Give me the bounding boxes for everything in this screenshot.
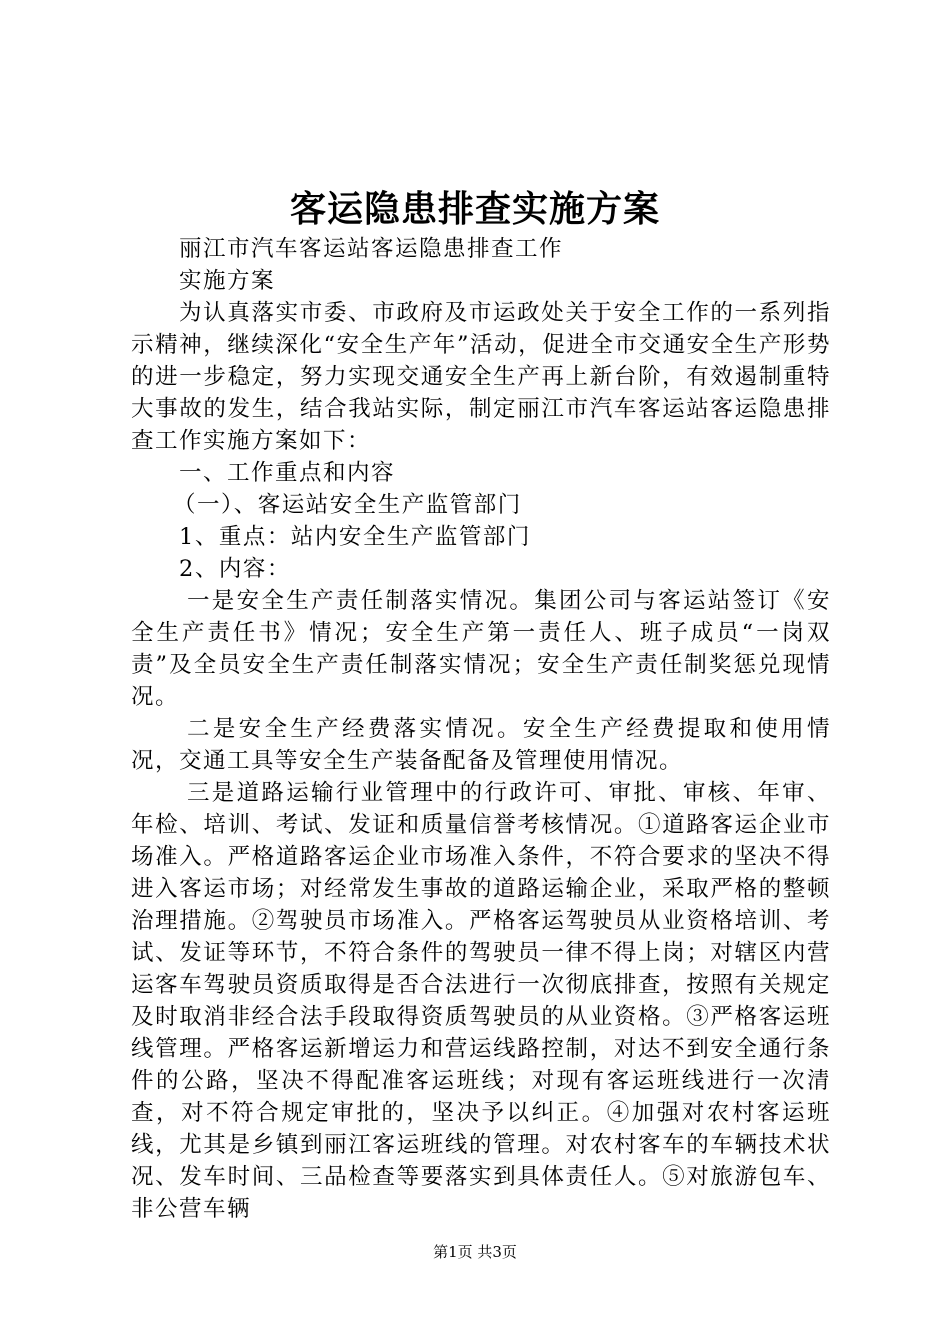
- page-footer: 第1页 共3页: [433, 1243, 517, 1261]
- intro-paragraph: 为认真落实市委、市政府及市运政处关于安全工作的一系列指示精神，继续深化“安全生产年”活动，促进全市交通安全生产形势的进一步稳定，努力实现交通安全生产再上新台阶，有效遏制重特大事故的发生，结合我站实际，制定丽江市汽车客运站客运隐患排查工作实施方案如下：: [131, 300, 831, 454]
- focus-item: 1、重点：站内安全生产监管部门: [179, 524, 531, 550]
- paragraph-funding: 二是安全生产经费落实情况。安全生产经费提取和使用情况，交通工具等安全生产装备配备及管理使用情况。: [131, 716, 831, 774]
- subsection-heading: （一）、客运站安全生产监管部门: [173, 492, 522, 518]
- section-heading: 一、工作重点和内容: [179, 460, 396, 486]
- subtitle-line-2: 实施方案: [179, 268, 276, 294]
- document-body: [131, 233, 831, 1225]
- content-item: 2、内容：: [179, 556, 291, 582]
- document-title: 客运隐患排查实施方案: [289, 188, 660, 230]
- paragraph-licensing: 三是道路运输行业管理中的行政许可、审批、审核、年审、年检、培训、考试、发证和质量信誉考核情况。①道路客运企业市场准入。严格道路客运企业市场准入条件，不符合要求的坚决不得进入客运市场；对经常发生事故的道路运输企业，采取严格的整顿治理措施。②驾驶员市场准入。严格客运驾驶员从业资格培训、考试、发证等环节，不符合条件的驾驶员一律不得上岗；对辖区内营运客车驾驶员资质取得是否合法进行一次彻底排查，按照有关规定及时取消非经合法手段取得资质驾驶员的从业资格。③严格客运班线管理。严格客运新增运力和营运线路控制，对达不到安全通行条件的公路，坚决不得配准客运班线；对现有客运班线进行一次清查，对不符合规定审批的，坚决予以纠正。④加强对农村客运班线，尤其是乡镇到丽江客运班线的管理。对农村客车的车辆技术状况、发车时间、三品检查等要落实到具体责任人。⑤对旅游包车、非公营车辆: [131, 780, 831, 1222]
- paragraph-responsibility: 一是安全生产责任制落实情况。集团公司与客运站签订《安全生产责任书》情况；安全生产第一责任人、班子成员“一岗双责”及全员安全生产责任制落实情况；安全生产责任制奖惩兑现情况。: [131, 588, 831, 710]
- subtitle-line-1: 丽江市汽车客运站客运隐患排查工作: [179, 236, 564, 262]
